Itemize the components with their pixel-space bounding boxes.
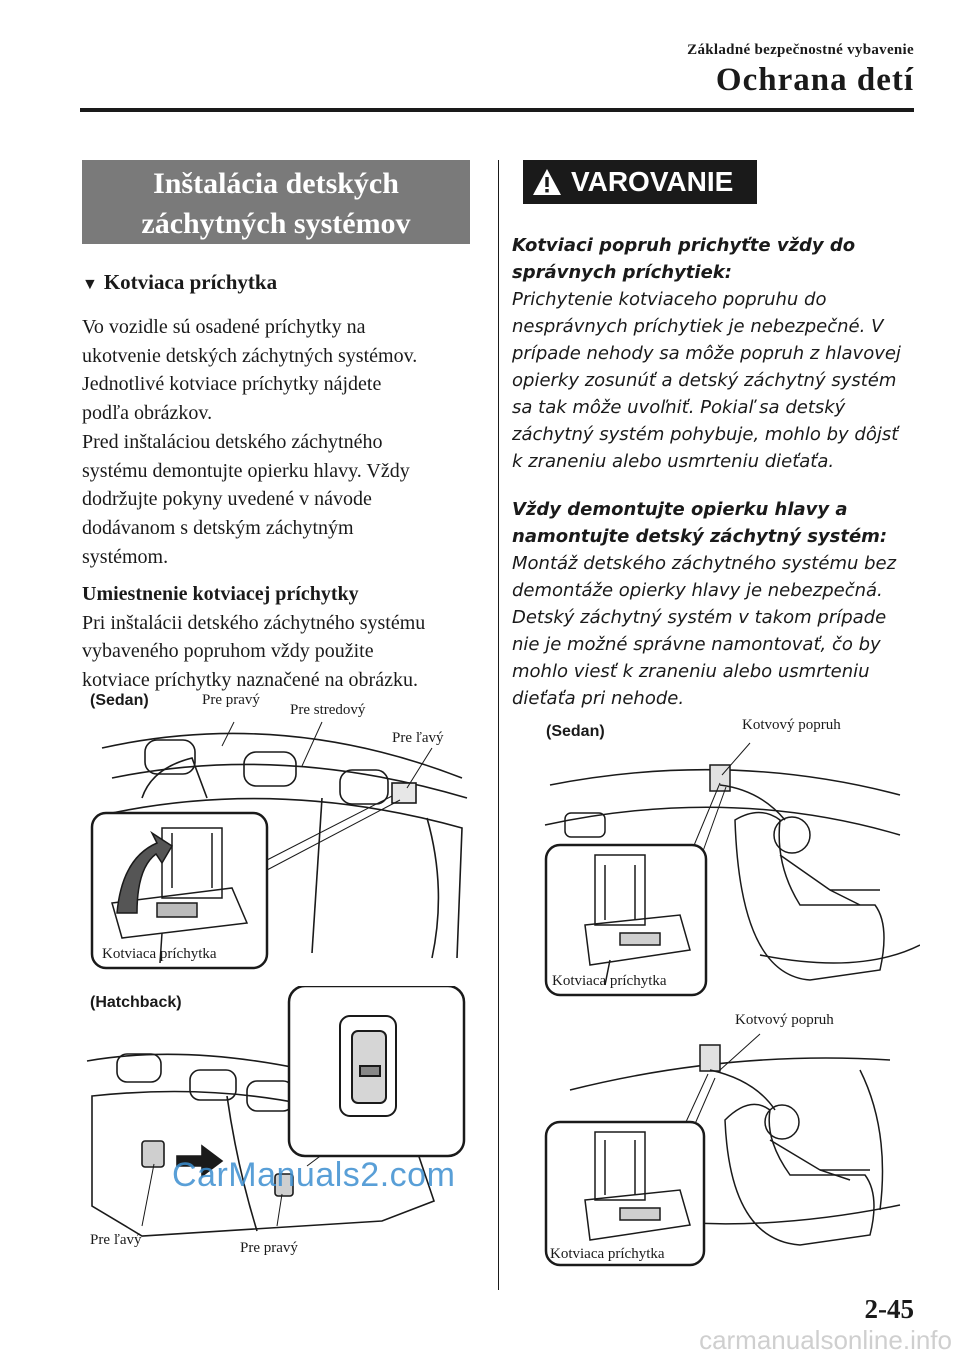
warning-line: k zraneniu alebo usmrteniu dieťaťa. — [512, 451, 835, 472]
sedan-label: (Sedan) — [90, 692, 149, 709]
warning-banner — [523, 160, 757, 204]
warning-line: dieťaťa pri nehode. — [512, 688, 685, 709]
subheading-text: Kotviaca príchytka — [103, 270, 278, 294]
watermark: CarManuals2.com — [172, 1156, 456, 1194]
label-anchor: Kotviaca príchytka — [552, 973, 667, 989]
anchor-location-paragraph — [82, 580, 477, 695]
label-left: Pre ľavý — [392, 730, 444, 746]
hatchback-label: (Hatchback) — [90, 994, 182, 1011]
warning-line: prípade nehody sa môže popruh z hlavovej — [512, 343, 901, 364]
text-line: Pri inštalácii detského záchytného systému — [82, 611, 426, 634]
footer-watermark: carmanualsonline.info — [699, 1325, 952, 1355]
intro-paragraph — [82, 313, 477, 571]
text-line: vybaveného popruhom vždy použite — [82, 640, 374, 663]
sedan-tether-figure — [530, 715, 920, 1005]
label-right: Pre pravý — [240, 1240, 298, 1256]
warning-block-1 — [512, 232, 922, 475]
page-number: 2-45 — [864, 1294, 914, 1324]
label-center: Pre stredový — [290, 702, 366, 718]
warning-heading-line: správnych príchytiek: — [512, 262, 732, 283]
warning-line: záchytný systém pohybuje, mohlo by dôjsť — [512, 424, 899, 445]
text-line: dodávanom s detským záchytným — [82, 516, 354, 539]
warning-line: demontáže opierky hlavy je nebezpečná. — [512, 580, 883, 601]
section-title-line1: Inštalácia detských — [153, 167, 399, 200]
hatchback-child-seat-illustration — [530, 1010, 920, 1270]
warning-heading-line: Vždy demontujte opierku hlavy a — [512, 499, 848, 520]
section-title-box — [82, 160, 470, 244]
hatchback-anchor-figure — [82, 986, 477, 1266]
text-line: ukotvenie detských záchytných systémov. — [82, 344, 418, 367]
text-line: Pred inštaláciou detského záchytného — [82, 430, 383, 453]
text-line: systému demontujte opierku hlavy. Vždy — [82, 459, 410, 482]
warning-line: Montáž detského záchytného systému bez — [512, 553, 897, 574]
warning-line: nie je možné správne namontovať, čo by — [512, 634, 881, 655]
warning-banner-text: VAROVANIE — [571, 166, 734, 197]
header-rule — [80, 108, 914, 112]
sedan-label: (Sedan) — [546, 723, 605, 740]
label-left: Pre ľavý — [90, 1232, 142, 1248]
warning-line: mohlo viesť k zraneniu alebo usmrteniu — [512, 661, 870, 682]
sedan-anchor-figure — [82, 688, 477, 978]
text-line: Vo vozidle sú osadené príchytky na — [82, 316, 366, 338]
warning-heading-line: Kotviaci popruh prichyťte vždy do — [512, 235, 856, 256]
warning-line: nesprávnych príchytiek je nebezpečné. V — [512, 316, 884, 337]
text-line: Jednotlivé kotviace príchytky nájdete — [82, 373, 382, 396]
warning-line: Detský záchytný systém v takom prípade — [512, 607, 887, 628]
text-line: podľa obrázkov. — [82, 402, 213, 425]
hatchback-seat-illustration — [82, 986, 477, 1266]
paragraph-heading: Umiestnenie kotviacej príchytky — [82, 583, 359, 605]
section-title-line2: záchytných systémov — [141, 207, 411, 240]
label-strap: Kotvový popruh — [742, 717, 841, 733]
label-anchor: Kotviaca príchytka — [550, 1246, 665, 1262]
hatchback-tether-figure — [530, 1010, 920, 1270]
text-line: dodržujte pokyny uvedené v návode — [82, 488, 372, 511]
label-right: Pre pravý — [202, 692, 260, 708]
warning-block-2 — [512, 496, 922, 712]
subheading — [82, 270, 277, 295]
warning-line: Prichytenie kotviaceho popruhu do — [512, 289, 827, 310]
sedan-child-seat-illustration — [530, 715, 920, 1005]
text-line: systémom. — [82, 545, 169, 568]
warning-line: opierky zosunúť a detský záchytný systém — [512, 370, 897, 391]
warning-line: sa tak môže uvoľniť. Pokiaľ sa detský — [512, 397, 846, 418]
chapter-subtitle: Základné bezpečnostné vybavenie — [687, 42, 914, 58]
text-line: kotviace príchytky naznačené na obrázku. — [82, 669, 418, 692]
triangle-bullet-icon: ▼ — [82, 276, 98, 293]
label-strap: Kotvový popruh — [735, 1012, 834, 1028]
label-anchor: Kotviaca príchytka — [102, 946, 217, 962]
column-divider — [498, 160, 499, 1290]
warning-triangle-icon — [531, 167, 563, 197]
warning-heading-line: namontujte detský záchytný systém: — [512, 526, 888, 547]
chapter-title: Ochrana detí — [715, 62, 914, 98]
